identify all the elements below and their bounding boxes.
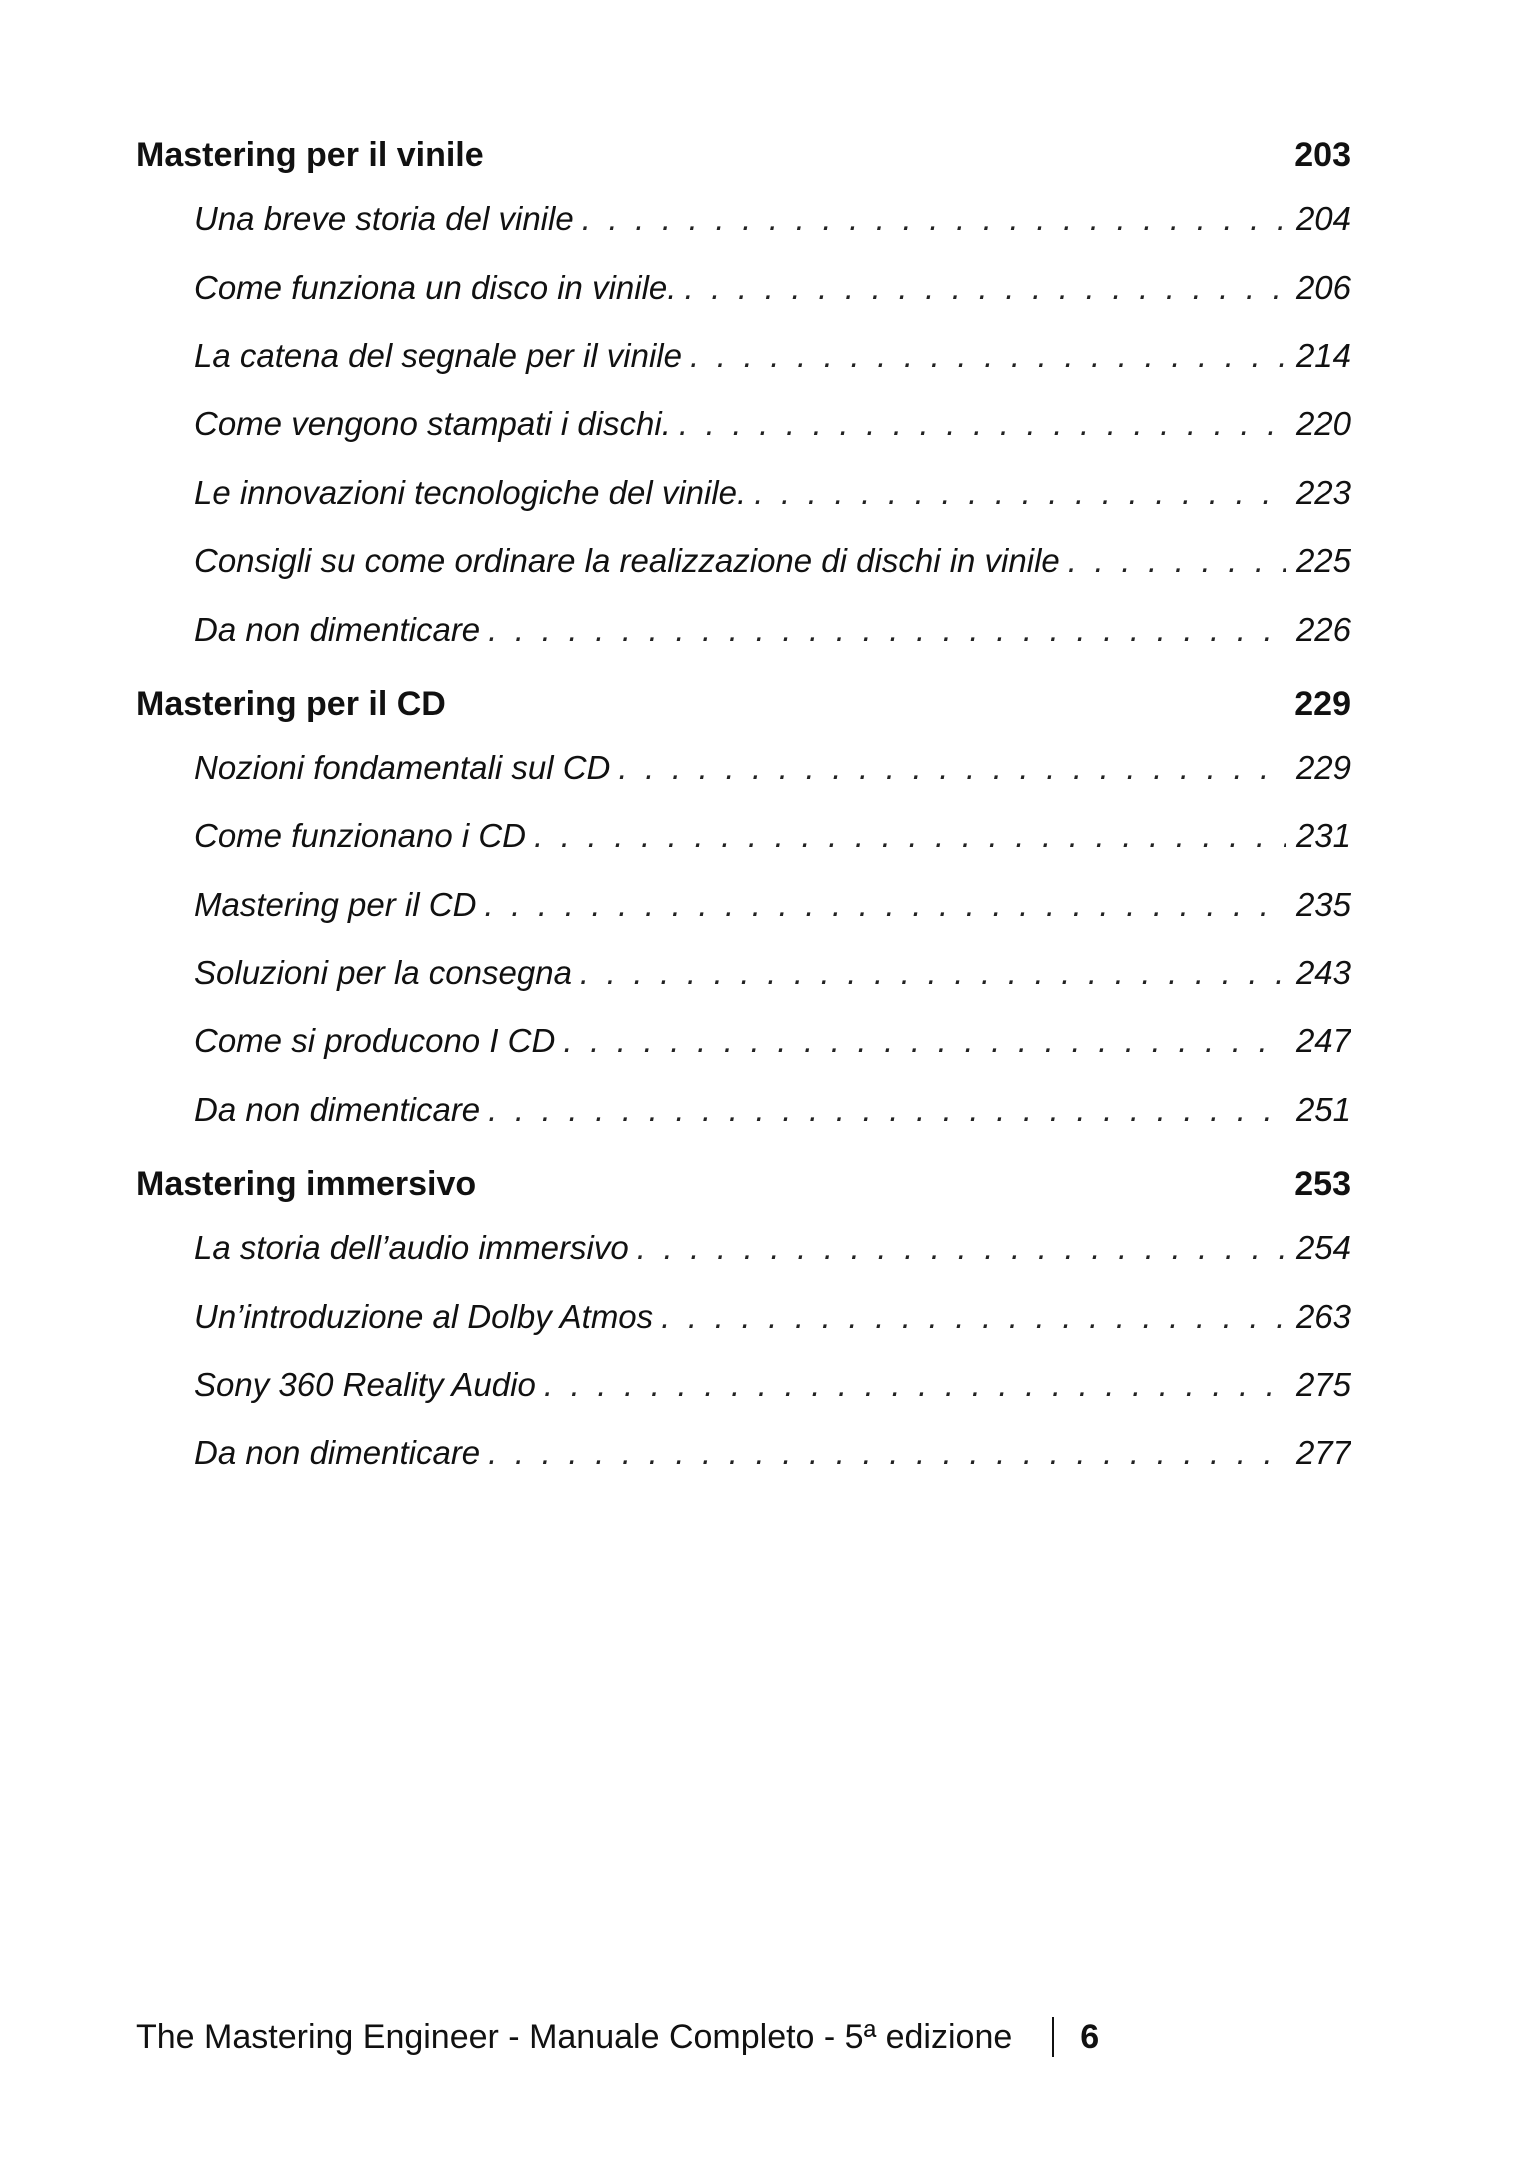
entry-title: Come si producono I CD (194, 1022, 563, 1060)
toc-entry[interactable] (194, 1351, 1351, 1419)
entry-title: Da non dimenticare (194, 1091, 488, 1129)
entry-title: Un’introduzione al Dolby Atmos (194, 1298, 661, 1336)
toc-entry[interactable] (194, 185, 1351, 253)
dot-leader (488, 611, 1286, 649)
chapter-heading[interactable] (136, 674, 1351, 734)
chapter-heading[interactable] (136, 125, 1351, 185)
toc-entry[interactable] (194, 939, 1351, 1007)
toc-entry[interactable] (194, 1007, 1351, 1075)
entry-title: Come funzionano i CD (194, 817, 534, 855)
entry-page-number: 263 (1286, 1298, 1351, 1336)
page-footer (136, 2012, 1099, 2062)
entry-title: La catena del segnale per il vinile (194, 337, 690, 375)
toc-entry[interactable] (194, 1214, 1351, 1282)
entry-page-number: 223 (1286, 474, 1351, 512)
entry-page-number: 231 (1286, 817, 1351, 855)
toc-entry[interactable] (194, 1076, 1351, 1144)
toc-entry[interactable] (194, 1419, 1351, 1487)
dot-leader (544, 1366, 1286, 1404)
entry-page-number: 229 (1286, 749, 1351, 787)
dot-leader (690, 337, 1286, 375)
entry-page-number: 214 (1286, 337, 1351, 375)
entry-page-number: 275 (1286, 1366, 1351, 1404)
toc-entry[interactable] (194, 459, 1351, 527)
entry-title: Consigli su come ordinare la realizzazione di dischi in vinile (194, 542, 1068, 580)
chapter-immersivo (136, 1154, 1351, 1488)
chapter-cd (136, 674, 1351, 1144)
dot-leader (582, 200, 1286, 238)
entry-title: Da non dimenticare (194, 611, 488, 649)
section-list (136, 185, 1351, 664)
dot-leader (488, 1091, 1286, 1129)
toc-entry[interactable] (194, 527, 1351, 595)
entry-page-number: 206 (1286, 269, 1351, 307)
chapter-page-number: 203 (1294, 136, 1351, 174)
entry-page-number: 204 (1286, 200, 1351, 238)
toc-entry[interactable] (194, 322, 1351, 390)
entry-page-number: 225 (1286, 542, 1351, 580)
entry-title: Mastering per il CD (194, 886, 484, 924)
dot-leader (754, 474, 1286, 512)
dot-leader (488, 1434, 1286, 1472)
entry-page-number: 243 (1286, 954, 1351, 992)
dot-leader (534, 817, 1286, 855)
chapter-vinile (136, 125, 1351, 664)
entry-title: Da non dimenticare (194, 1434, 488, 1472)
footer-divider (1052, 2017, 1054, 2057)
dot-leader (484, 886, 1286, 924)
toc-entry[interactable] (194, 802, 1351, 870)
entry-page-number: 254 (1286, 1229, 1351, 1267)
chapter-page-number: 253 (1294, 1165, 1351, 1204)
dot-leader (637, 1229, 1286, 1267)
dot-leader (1068, 542, 1286, 580)
entry-title: Come vengono stampati i dischi. (194, 405, 679, 443)
entry-title: Come funziona un disco in vinile. (194, 269, 684, 307)
entry-title: Soluzioni per la consegna (194, 954, 580, 992)
entry-page-number: 251 (1286, 1091, 1351, 1129)
entry-title: Le innovazioni tecnologiche del vinile. (194, 474, 754, 512)
dot-leader (684, 269, 1286, 307)
entry-page-number: 247 (1286, 1022, 1351, 1060)
chapter-title: Mastering immersivo (136, 1165, 477, 1204)
dot-leader (679, 405, 1286, 443)
entry-title: Una breve storia del vinile (194, 200, 582, 238)
footer-page-number: 6 (1080, 2017, 1100, 2056)
dot-leader (618, 749, 1286, 787)
section-list (136, 734, 1351, 1144)
entry-page-number: 235 (1286, 886, 1351, 924)
chapter-heading[interactable] (136, 1154, 1351, 1214)
footer-book-title: The Mastering Engineer - Manuale Completo - 5ª edizione (136, 2017, 1013, 2056)
table-of-contents (136, 125, 1351, 1488)
dot-leader (563, 1022, 1286, 1060)
toc-entry[interactable] (194, 253, 1351, 321)
toc-entry[interactable] (194, 1282, 1351, 1350)
entry-page-number: 277 (1286, 1434, 1351, 1472)
section-list (136, 1214, 1351, 1488)
entry-title: Sony 360 Reality Audio (194, 1366, 544, 1404)
entry-title: Nozioni fondamentali sul CD (194, 749, 618, 787)
dot-leader (661, 1298, 1286, 1336)
dot-leader (580, 954, 1286, 992)
chapter-page-number: 229 (1294, 684, 1351, 723)
toc-entry[interactable] (194, 390, 1351, 458)
toc-entry[interactable] (194, 871, 1351, 939)
chapter-title: Mastering per il vinile (136, 136, 484, 174)
toc-entry[interactable] (194, 734, 1351, 802)
entry-title: La storia dell’audio immersivo (194, 1229, 637, 1267)
entry-page-number: 220 (1286, 405, 1351, 443)
chapter-title: Mastering per il CD (136, 684, 446, 723)
toc-entry[interactable] (194, 595, 1351, 663)
entry-page-number: 226 (1286, 611, 1351, 649)
